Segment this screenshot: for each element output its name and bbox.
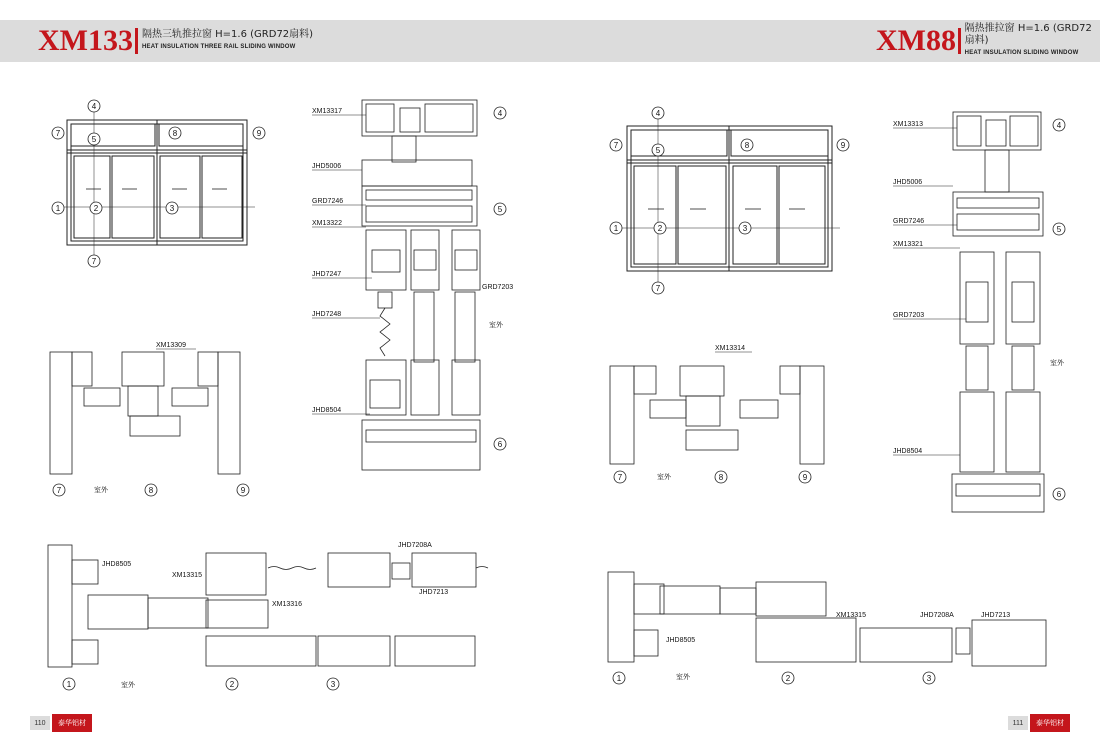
svg-text:7: 7 [55, 129, 61, 138]
svg-text:4: 4 [655, 109, 661, 118]
lv-outside: 室外 [489, 322, 503, 329]
svg-text:XM13315: XM13315 [172, 572, 202, 579]
svg-text:4: 4 [1056, 121, 1062, 130]
svg-text:1: 1 [66, 680, 72, 689]
right-title-en: HEAT INSULATION SLIDING WINDOW [964, 50, 1079, 56]
svg-text:JHD7247: JHD7247 [312, 271, 342, 278]
svg-text:8: 8 [718, 473, 724, 482]
svg-text:JHD8504: JHD8504 [893, 448, 923, 455]
svg-text:JHD7248: JHD7248 [312, 311, 342, 318]
svg-text:XM13309: XM13309 [156, 342, 186, 349]
svg-text:5: 5 [497, 205, 503, 214]
svg-text:JHD7208A: JHD7208A [920, 612, 954, 619]
lv-label-0: XM13317 [312, 108, 342, 115]
svg-text:GRD7203: GRD7203 [482, 284, 514, 291]
svg-text:7: 7 [613, 141, 619, 150]
right-vertical-labels [893, 119, 1065, 500]
svg-text:7: 7 [91, 257, 97, 266]
svg-text:GRD7246: GRD7246 [893, 218, 925, 225]
svg-text:XM13321: XM13321 [893, 241, 923, 248]
left-brand-logo: 泰华铝材 [52, 714, 92, 732]
svg-text:2: 2 [657, 224, 663, 233]
left-model-code: XM133 [38, 24, 133, 57]
svg-text:5: 5 [91, 135, 97, 144]
svg-text:XM13316: XM13316 [272, 601, 302, 608]
svg-text:JHD5006: JHD5006 [312, 163, 342, 170]
svg-text:室外: 室外 [1050, 360, 1064, 367]
svg-text:XM13314: XM13314 [715, 345, 745, 352]
svg-text:JHD8505: JHD8505 [666, 637, 696, 644]
lel-c0: 4 [91, 102, 97, 111]
svg-text:JHD7213: JHD7213 [981, 612, 1011, 619]
svg-text:室外: 室外 [94, 487, 108, 494]
svg-text:5: 5 [655, 146, 661, 155]
svg-text:1: 1 [613, 224, 619, 233]
svg-text:1: 1 [616, 674, 622, 683]
svg-text:JHD7213: JHD7213 [419, 589, 449, 596]
svg-text:7: 7 [617, 473, 623, 482]
svg-text:6: 6 [497, 440, 503, 449]
right-brand-logo: 泰华铝材 [1030, 714, 1070, 732]
left-mullion-section [50, 352, 240, 474]
svg-text:7: 7 [655, 284, 661, 293]
left-title-en: HEAT INSULATION THREE RAIL SLIDING WINDOW [141, 44, 296, 50]
svg-text:JHD5006: JHD5006 [893, 179, 923, 186]
svg-text:3: 3 [169, 204, 175, 213]
svg-text:9: 9 [840, 141, 846, 150]
svg-text:室外: 室外 [121, 682, 135, 689]
svg-text:7: 7 [56, 486, 62, 495]
svg-text:2: 2 [785, 674, 791, 683]
right-page-number: 111 [1008, 716, 1028, 730]
right-mullion-section [610, 366, 824, 464]
svg-text:XM13322: XM13322 [312, 220, 342, 227]
svg-text:8: 8 [172, 129, 178, 138]
svg-text:室外: 室外 [676, 674, 690, 681]
svg-text:GRD7203: GRD7203 [893, 312, 925, 319]
right-horizontal-labels [613, 612, 1010, 684]
right-elevation-drawing [620, 118, 840, 282]
svg-text:3: 3 [926, 674, 932, 683]
svg-text:9: 9 [256, 129, 262, 138]
svg-text:3: 3 [330, 680, 336, 689]
svg-text:1: 1 [55, 204, 61, 213]
svg-text:9: 9 [802, 473, 808, 482]
svg-text:JHD8505: JHD8505 [102, 561, 132, 568]
svg-text:3: 3 [742, 224, 748, 233]
svg-text:2: 2 [229, 680, 235, 689]
svg-text:6: 6 [1056, 490, 1062, 499]
svg-text:GRD7246: GRD7246 [312, 198, 344, 205]
left-page-number: 110 [30, 716, 50, 730]
svg-text:8: 8 [148, 486, 154, 495]
svg-text:XM13313: XM13313 [893, 121, 923, 128]
svg-text:JHD7208A: JHD7208A [398, 542, 432, 549]
left-title-zh: 隔热三轨推拉窗 H=1.6 (GRD72扇料) [141, 29, 314, 40]
right-horizontal-section [608, 572, 1046, 666]
svg-text:5: 5 [1056, 225, 1062, 234]
svg-text:JHD8504: JHD8504 [312, 407, 342, 414]
left-mullion-labels [53, 342, 249, 496]
left-vertical-labels [312, 107, 513, 450]
left-horizontal-labels [63, 542, 448, 690]
svg-text:室外: 室外 [657, 474, 671, 481]
svg-text:9: 9 [240, 486, 246, 495]
svg-text:2: 2 [93, 204, 99, 213]
right-model-code: XM88 [876, 24, 956, 57]
svg-text:4: 4 [497, 109, 503, 118]
svg-text:8: 8 [744, 141, 750, 150]
svg-text:XM13315: XM13315 [836, 612, 866, 619]
right-vertical-section [952, 112, 1044, 512]
right-title-zh: 隔热推拉窗 H=1.6 (GRD72扇料) [964, 23, 1092, 46]
left-vertical-section [362, 100, 480, 470]
